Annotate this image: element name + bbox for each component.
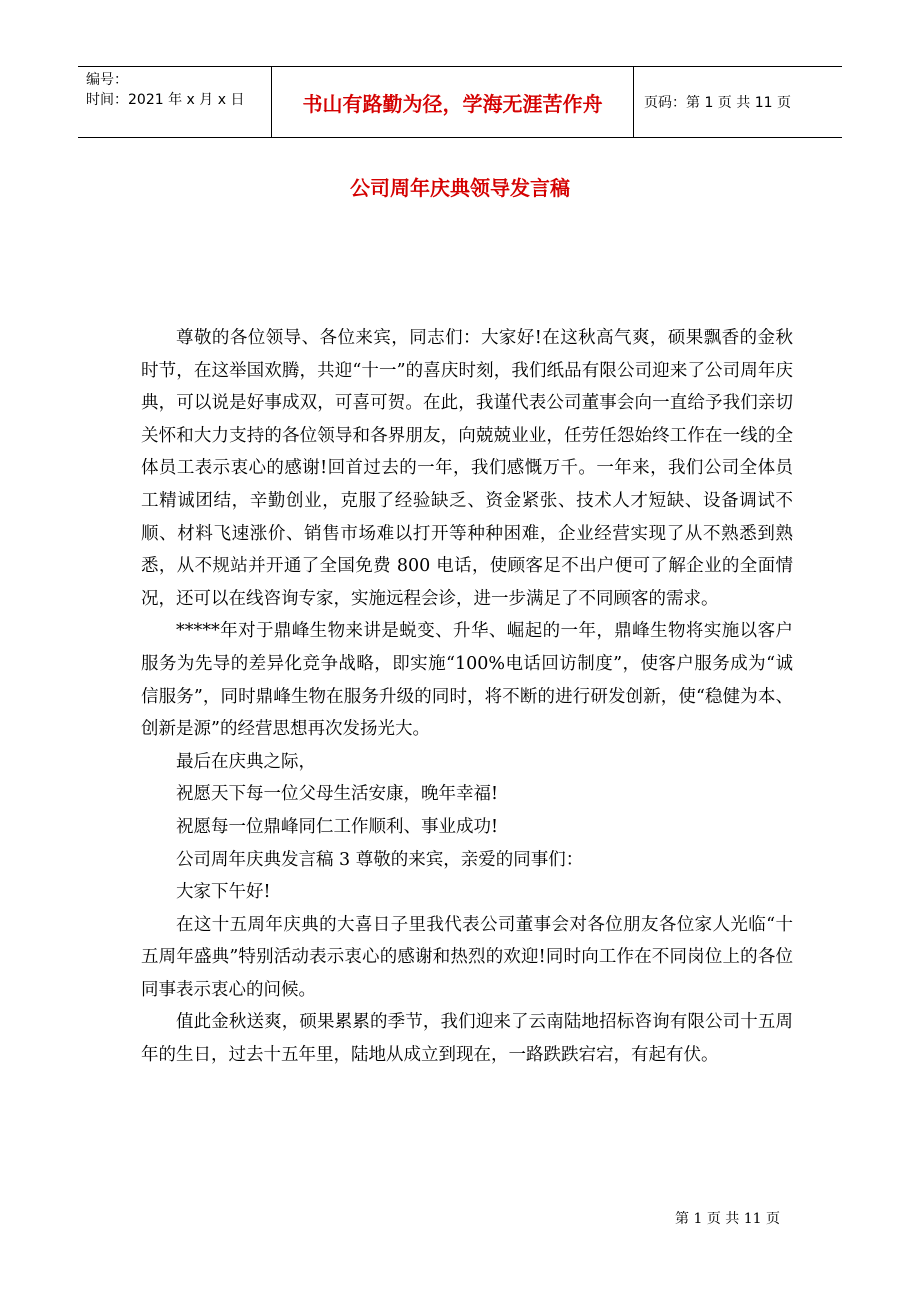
paragraph: 大家下午好!	[176, 882, 271, 903]
paragraph: 值此金秋送爽，硕果累累的季节，我们迎来了云南陆地招标咨询有限公司十五周年的生日，过去十五年里，陆地从成立到现在，一路跌跌宕宕，有起有伏。	[141, 1012, 793, 1066]
paragraph: 祝愿天下每一位父母生活安康，晚年幸福!	[176, 784, 499, 805]
header-meta	[78, 67, 272, 137]
paragraph: 在这十五周年庆典的大喜日子里我代表公司董事会对各位朋友各位家人光临“十五周年盛典”特别活动表示衷心的感谢和热烈的欢迎!同时向工作在不同岗位上的各位同事表示衷心的问候。	[141, 914, 793, 1000]
document-body	[141, 322, 793, 1072]
header-page-number: 页码：第 1 页 共 11 页	[644, 95, 791, 111]
page-footer: 第 1 页 共 11 页	[675, 1211, 780, 1227]
doc-time-label: 时间：2021 年 x 月 x 日	[86, 92, 245, 108]
paragraph: *****年对于鼎峰生物来讲是蜕变、升华、崛起的一年，鼎峰生物将实施以客户服务为先导的差异化竞争战略，即实施“100%电话回访制度”，使客户服务成为“诚信服务”，同时鼎峰生物在服务升级的同时，将不断的进行研发创新，使“稳健为本、创新是源”的经营思想再次发扬光大。	[141, 621, 793, 740]
document-title: 公司周年庆典领导发言稿	[350, 176, 570, 200]
paragraph: 最后在庆典之际，	[176, 751, 316, 772]
paragraph: 尊敬的各位领导、各位来宾，同志们：大家好!在这秋高气爽，硕果飘香的金秋时节，在这举国欢腾，共迎“十一”的喜庆时刻，我们纸品有限公司迎来了公司周年庆典，可以说是好事成双，可喜可贺。在此，我谨代表公司董事会向一直给予我们亲切关怀和大力支持的各位领导和各界朋友，向兢兢业业，任劳任怨始终工作在一线的全体员工表示衷心的感谢!回首过去的一年，我们感慨万千。一年来，我们公司全体员工精诚团结，辛勤创业，克服了经验缺乏、资金紧张、技术人才短缺、设备调试不顺、材料飞速涨价、销售市场难以打开等种种困难，企业经营实现了从不熟悉到熟悉，从不规站并开通了全国免费 800 电话，使顾客足不出户便可了解企业的全面情况，还可以在线咨询专家，实施远程会诊，进一步满足了不同顾客的需求。	[141, 328, 793, 609]
header-motto: 书山有路勤为径，学海无涯苦作舟	[272, 67, 634, 137]
paragraph: 公司周年庆典发言稿 3 尊敬的来宾，亲爱的同事们：	[176, 849, 584, 870]
page-header	[78, 66, 842, 138]
paragraph: 祝愿每一位鼎峰同仁工作顺利、事业成功!	[176, 816, 499, 837]
doc-number-label: 编号：	[86, 72, 128, 88]
